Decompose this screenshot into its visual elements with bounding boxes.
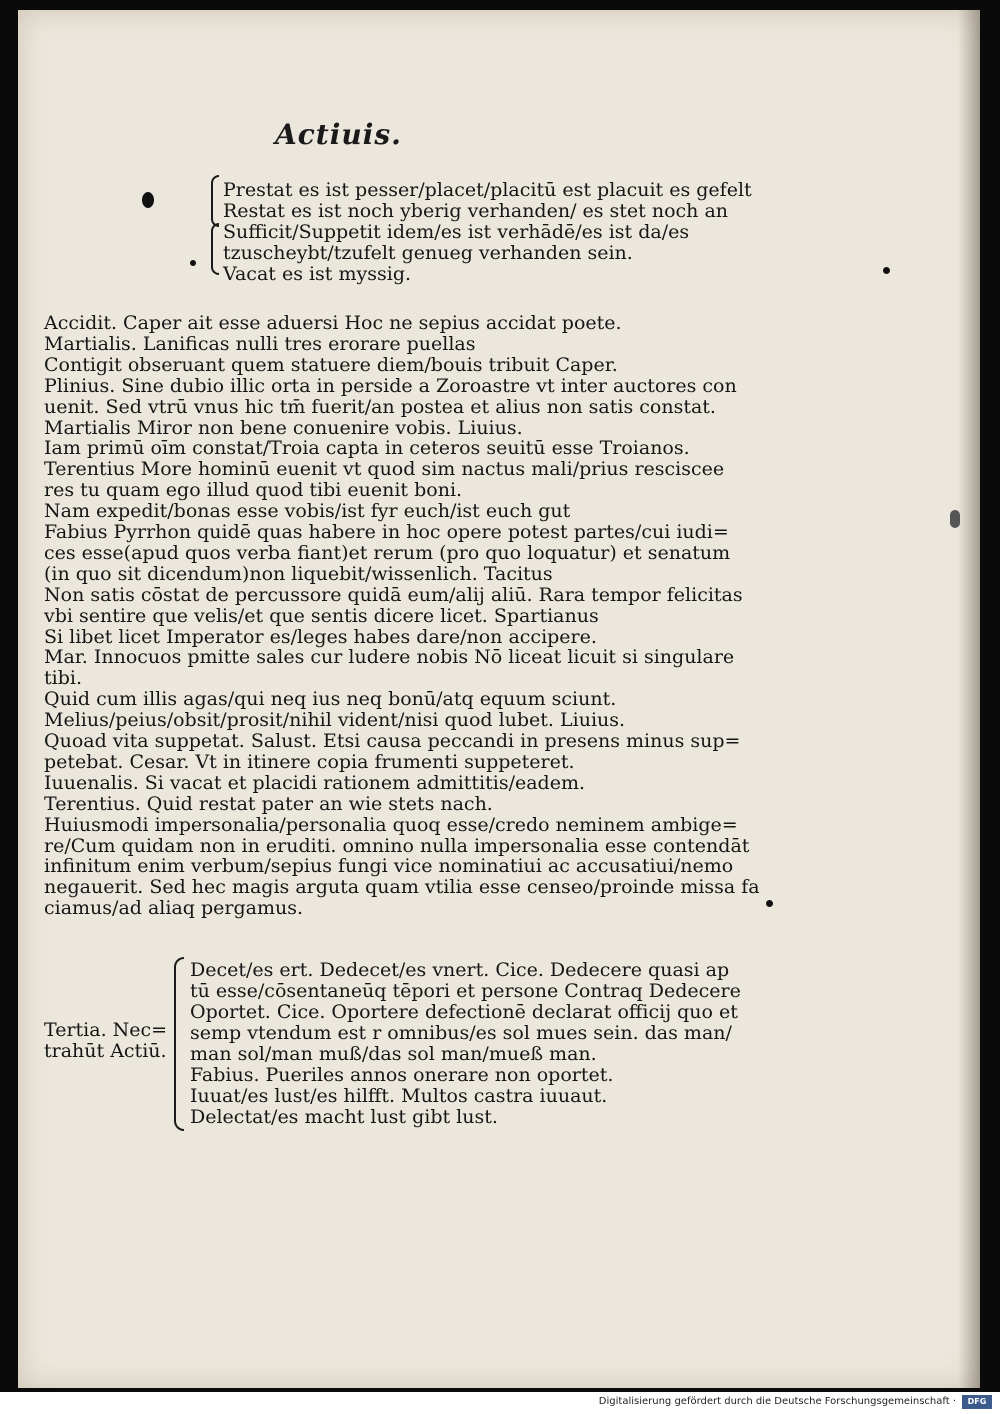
ink-dot — [766, 900, 773, 907]
text-line: Non satis cōstat de percussore quidā eum/alij aliū. Rara tempor felicitas — [44, 583, 743, 606]
dfg-logo: DFG — [962, 1395, 992, 1409]
side-label-line: Tertia. Nec= — [44, 1019, 168, 1041]
text-line: ces esse(apud quos verba fiant)et rerum (pro quo loquatur) et senatum — [44, 541, 731, 564]
text-line: Mar. Innocuos pmitte sales cur ludere nobis Nō liceat licuit si singulare — [44, 646, 735, 669]
text-line: Decet/es ert. Dedecet/es vnert. Cice. Dedecere quasi ap — [190, 959, 730, 981]
text-line: re/Cum quidam non in eruditi. omnino nulla impersonalia esse contendāt — [44, 834, 750, 857]
ink-dot — [190, 260, 196, 266]
text-line: Prestat es ist pesser/placet/placitū est placuit es gefelt — [223, 179, 752, 201]
text-line: Martialis Miror non bene conuenire vobis. Liuius. — [44, 416, 523, 439]
text-line: Quid cum illis agas/qui neq ius neq bonū/atq equum sciunt. — [44, 688, 617, 711]
text-line: Fabius Pyrrhon quidē quas habere in hoc opere potest partes/cui iudi= — [44, 521, 729, 543]
text-line: Restat es ist noch yberig verhanden/ es stet noch an — [223, 200, 729, 222]
text-line: tū esse/cōsentaneūq tēpori et persone Contraq Dedecere — [190, 980, 741, 1002]
text-line: Nam expedit/bonas esse vobis/ist fyr euch/ist euch gut — [44, 500, 571, 523]
text-line: Quoad vita suppetat. Salust. Etsi causa peccandi in presens minus sup= — [44, 730, 741, 752]
text-line: ciamus/ad aliaq pergamus. — [44, 897, 304, 920]
text-line: Sufficit/Suppetit idem/es ist verhādē/es ist da/es — [223, 221, 690, 243]
text-line: Huiusmodi impersonalia/personalia quoq esse/credo neminem ambige= — [44, 813, 738, 836]
top-bracket-lower — [211, 223, 219, 275]
text-line: Terentius. Quid restat pater an wie stets nach. — [44, 792, 493, 815]
text-line: res tu quam ego illud quod tibi euenit boni. — [44, 479, 463, 502]
ink-dot — [950, 510, 960, 528]
text-line: Delectat/es macht lust gibt lust. — [190, 1106, 498, 1128]
text-line: Si libet licet Imperator es/leges habes dare/non accipere. — [44, 625, 597, 648]
text-line: Iam primū oīm constat/Troia capta in ceteros seuitū esse Troianos. — [44, 437, 690, 460]
text-line: uenit. Sed vtrū vnus hic tm̄ fuerit/an postea et alius non satis constat. — [44, 395, 716, 418]
text-line: Fabius. Pueriles annos onerare non oportet. — [190, 1064, 614, 1086]
text-line: Terentius More hominū euenit vt quod sim nactus mali/prius resciscee — [44, 458, 725, 481]
ink-blot — [142, 192, 154, 208]
text-line: tibi. — [44, 667, 82, 690]
text-line: Oportet. Cice. Oportere defectionē declarat officij quo et — [190, 1001, 738, 1023]
bottom-brace — [174, 957, 184, 1131]
side-label-line: trahūt Actiū. — [44, 1040, 167, 1062]
text-line: semp vtendum est r omnibus/es sol mues sein. das man/ — [190, 1022, 732, 1044]
text-line: Melius/peius/obsit/prosit/nihil vident/nisi quod lubet. Liuius. — [44, 709, 626, 732]
page-header: Actiuis. — [275, 118, 402, 151]
text-line: petebat. Cesar. Vt in itinere copia frumenti suppeteret. — [44, 750, 575, 773]
text-line: infinitum enim verbum/sepius fungi vice nominatiui ac accusatiui/nemo — [44, 855, 734, 878]
scanned-page — [18, 10, 980, 1388]
top-bracket — [211, 175, 219, 227]
text-line: Plinius. Sine dubio illic orta in perside a Zoroastre vt inter auctores con — [44, 374, 737, 397]
text-line: vbi sentire que velis/et que sentis dicere licet. Spartianus — [44, 604, 599, 627]
text-line: man sol/man muß/das sol man/mueß man. — [190, 1043, 597, 1065]
ink-dot — [883, 267, 890, 274]
text-line: (in quo sit dicendum)non liquebit/wissenlich. Tacitus — [44, 562, 553, 585]
text-line: tzuscheybt/tzufelt genueg verhanden sein. — [223, 242, 633, 264]
footer-credit: Digitalisierung gefördert durch die Deutsche Forschungsgemeinschaft · — [598, 1396, 956, 1407]
text-line: Iuuenalis. Si vacat et placidi rationem admittitis/eadem. — [44, 771, 586, 794]
text-line: Accidit. Caper ait esse aduersi Hoc ne sepius accidat poete. — [44, 312, 622, 334]
text-line: Martialis. Lanificas nulli tres erorare puellas — [44, 332, 476, 355]
text-line: Iuuat/es lust/es hilfft. Multos castra iuuaut. — [190, 1085, 608, 1107]
text-line: negauerit. Sed hec magis arguta quam vtilia esse censeo/proinde missa fa — [44, 876, 760, 899]
text-line: Vacat es ist myssig. — [223, 263, 412, 285]
footer-bar — [0, 1392, 1000, 1414]
text-line: Contigit obseruant quem statuere diem/bouis tribuit Caper. — [44, 353, 618, 376]
page-edge-shadow — [958, 10, 980, 1388]
